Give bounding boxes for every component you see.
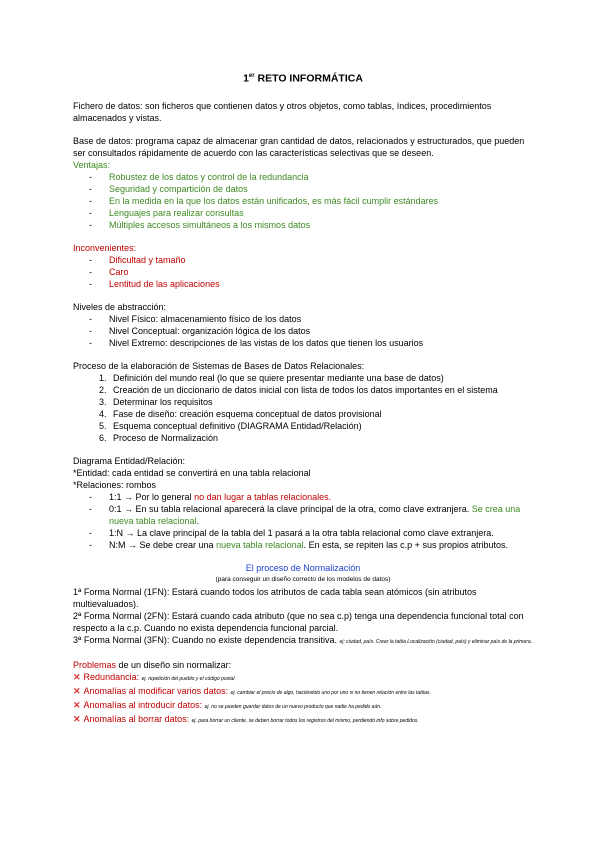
proceso-list [73,372,533,444]
inconvenientes-list [73,254,533,290]
document-page [73,70,533,727]
list-item: - Robustez de los datos y control de la redundancia [89,171,533,183]
normalizacion-subtitle: (para conseguir un diseño correcto de los modelos de datos) [215,575,391,583]
cross-icon: ✕ [73,713,81,724]
entidad-line: *Entidad: cada entidad se convertirá en una tabla relacional [73,467,311,478]
list-item: - Seguridad y compartición de datos [89,183,533,195]
list-item: - Nivel Conceptual: organización lógica de los datos [89,325,533,337]
list-item: - Nivel Extremo: descripciones de las vistas de los datos que tienen los usuarios [89,337,533,349]
cross-icon: ✕ [73,671,81,682]
list-item: - Dificultad y tamaño [89,254,533,266]
fn2-paragraph: 2ª Forma Normal (2FN): Estará cuando cada atributo (que no sea c.p) tenga una dependencia funcional total con respecto a la c.p. Cuando no exista dependencia funcional parcial. [73,610,524,633]
ventajas-list [73,171,533,231]
list-item: 1. Definición del mundo real (lo que se quiere presentar mediante una base de datos) [109,372,533,384]
cross-icon: ✕ [73,685,81,696]
list-item: 4. Fase de diseño: creación esquema conceptual de datos provisional [109,408,533,420]
problem-item: ✕ Anomalías al modificar varios datos: ej. cambiar el precio de algo, haciéndolo uno por uno si no tienen relación entre las tablas. [73,685,431,696]
list-item: - 1:1 → Por lo general no dan lugar a tablas relacionales. [89,491,533,503]
base-paragraph: Base de datos: programa capaz de almacenar gran cantidad de datos, relacionados y estructurados, que pueden ser consultados rápidamente de acuerdo con las características selectivas que se deseen. [73,135,525,158]
problemas-heading: Problemas de un diseño sin normalizar: [73,659,232,670]
list-item: - 1:N → La clave principal de la tabla del 1 pasará a la otra tabla relacional como clave extranjera. [89,527,533,539]
fn3-paragraph: 3ª Forma Normal (3FN): Cuando no existe dependencia transitiva. ej: ciudad, país. Crear la tabla Localización (ciudad, país) y eliminar país de la primera. [73,634,533,645]
problem-item: ✕ Redundancia: ej. repetición del pueblo y el código postal [73,671,235,682]
inconvenientes-heading: Inconvenientes: [73,242,137,253]
problem-item: ✕ Anomalías al introducir datos: ej. no se pueden guardar datos de un nuevo producto que nadie ha pedido aún. [73,699,382,710]
relaciones-line: *Relaciones: rombos [73,479,157,490]
list-item: - Múltiples accesos simultáneos a los mismos datos [89,219,533,231]
list-item: - Nivel Físico: almacenamiento físico de los datos [89,313,533,325]
normalizacion-title: El proceso de Normalización [245,562,361,573]
list-item: - Caro [89,266,533,278]
relaciones-list [73,491,533,551]
list-item: 3. Determinar los requisitos [109,396,533,408]
proceso-heading: Proceso de la elaboración de Sistemas de Bases de Datos Relacionales: [73,360,365,371]
list-item: - 0:1 → En su tabla relacional aparecerá la clave principal de la otra, como clave extranjera. Se crea una nueva tabla relacional. [89,503,533,527]
ventajas-heading: Ventajas: [73,159,111,170]
list-item: - Lenguajes para realizar consultas [89,207,533,219]
list-item: 5. Esquema conceptual definitivo (DIAGRAMA Entidad/Relación) [109,420,533,432]
list-item: 2. Creación de un diccionario de datos inicial con lista de todos los datos importantes en el sistema [109,384,533,396]
diagrama-heading: Diagrama Entidad/Relación: [73,455,186,466]
page-title: 1er RETO INFORMÁTICA [243,72,363,85]
cross-icon: ✕ [73,699,81,710]
list-item: - N:M → Se debe crear una nueva tabla relacional. En esta, se repiten las c.p + sus propios atributos. [89,539,533,551]
niveles-list [73,313,533,349]
list-item: - Lentitud de las aplicaciones [89,278,533,290]
fichero-paragraph: Fichero de datos: son ficheros que contienen datos y otros objetos, como tablas, índices, procedimientos almacenados y vistas. [73,100,492,123]
fn1-paragraph: 1ª Forma Normal (1FN): Estará cuando todos los atributos de cada tabla sean atómicos (sin atributos multievaluados). [73,586,477,609]
problem-item: ✕ Anomalías al borrar datos: ej. para borrar un cliente, se deben borrar todos los registros del mismo, perdiendo info sobre pedidos. [73,713,419,724]
list-item: - En la medida en la que los datos están unificados, es más fácil cumplir estándares [89,195,533,207]
niveles-heading: Niveles de abstracción: [73,301,167,312]
list-item: 6. Proceso de Normalización [109,432,533,444]
